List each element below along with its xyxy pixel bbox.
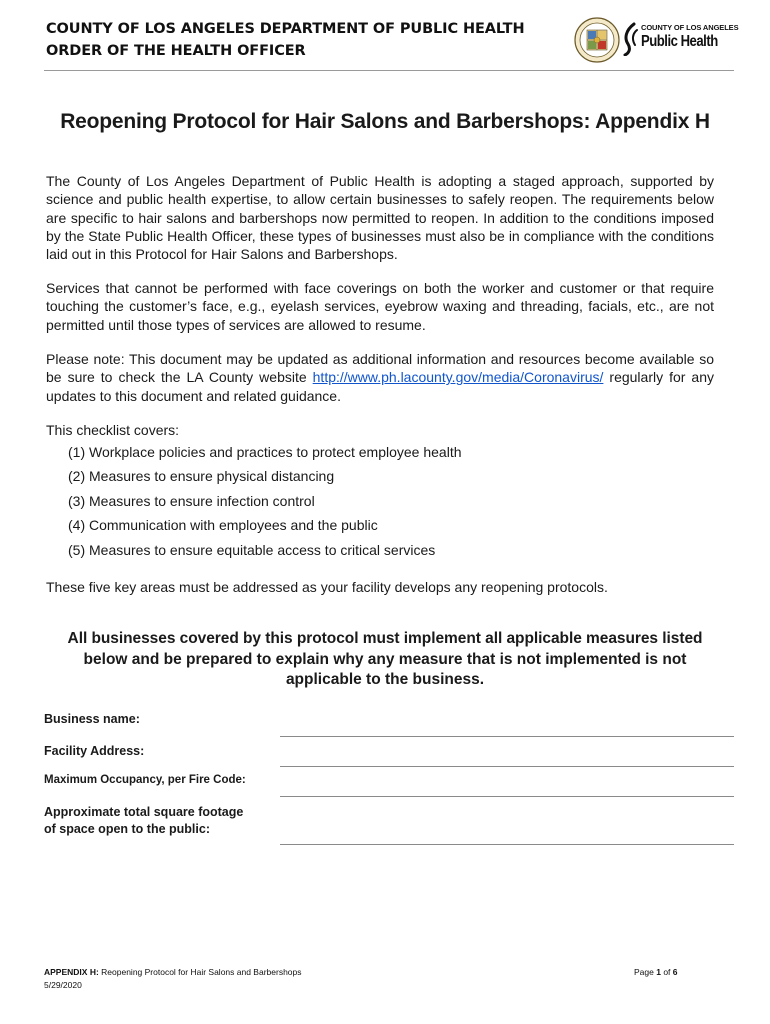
compliance-line-2: below and be prepared to explain why any measure that is not implemented is not bbox=[83, 650, 687, 668]
compliance-statement bbox=[30, 629, 740, 691]
square-footage-field[interactable] bbox=[280, 844, 734, 845]
key-areas-paragraph: These five key areas must be addressed as your facility develops any reopening protocols. bbox=[46, 579, 608, 595]
header-line-1: COUNTY OF LOS ANGELES DEPARTMENT OF PUBLIC HEALTH bbox=[46, 21, 525, 37]
intro-paragraph-1: The County of Los Angeles Department of Public Health is adopting a staged approach, supported by science and public health expertise, to allow certain businesses to safely reopen. The requirements below are specific to hair salons and barbershops now permitted to reopen. In addition to the conditions imposed by the State Public Health Officer, these types of businesses must also be in compliance with the conditions laid out in this Protocol for Hair Salons and Barbershops. bbox=[46, 173, 714, 263]
logo-public-health-text: Public Health bbox=[641, 33, 718, 50]
header-line-2: ORDER OF THE HEALTH OFFICER bbox=[46, 43, 306, 59]
business-name-field[interactable] bbox=[280, 736, 734, 737]
checklist-item: (4) Communication with employees and the public bbox=[68, 517, 378, 534]
public-health-logo bbox=[622, 20, 739, 60]
county-seal-icon bbox=[574, 17, 620, 63]
checklist-item: (5) Measures to ensure equitable access to critical services bbox=[68, 541, 436, 558]
note-text-end: regularly for any updates to this document and related guidance. bbox=[46, 369, 714, 404]
footer-appendix-text: Reopening Protocol for Hair Salons and Barbershops bbox=[98, 967, 302, 977]
page-total: 6 bbox=[672, 967, 678, 977]
checklist bbox=[68, 440, 462, 562]
of-word: of bbox=[660, 967, 673, 977]
compliance-line-3: applicable to the business. bbox=[285, 671, 485, 688]
checklist-item: (2) Measures to ensure physical distancing bbox=[68, 468, 335, 485]
footer-date: 5/29/2020 bbox=[44, 980, 82, 990]
facility-address-field[interactable] bbox=[280, 766, 734, 767]
intro-paragraph-3 bbox=[46, 350, 714, 405]
note-text: Please note: This document may be updated as additional information and resources become available so be sure to check the LA County website bbox=[46, 351, 714, 386]
max-occupancy-label: Maximum Occupancy, per Fire Code: bbox=[44, 774, 246, 786]
intro-paragraph-2: Services that cannot be performed with face coverings on both the worker and customer or that require touching the customer’s face, e.g., eyelash services, eyebrow waxing and threading, facials, etc., are not permitted until those types of services are allowed to resume. bbox=[46, 280, 714, 333]
page-title: Reopening Protocol for Hair Salons and Barbershops: Appendix H bbox=[60, 110, 710, 133]
checklist-item: (1) Workplace policies and practices to protect employee health bbox=[68, 444, 462, 460]
square-footage-label bbox=[44, 804, 243, 838]
footer-left bbox=[44, 966, 302, 992]
facility-address-label: Facility Address: bbox=[44, 744, 145, 758]
public-health-swoosh-icon bbox=[622, 22, 640, 56]
square-footage-label-line-2: of space open to the public: bbox=[44, 822, 210, 836]
document-header bbox=[44, 20, 739, 71]
checklist-item: (3) Measures to ensure infection control bbox=[68, 492, 315, 509]
compliance-line-1: All businesses covered by this protocol must implement all applicable measures listed bbox=[67, 630, 703, 647]
logo-county-text: COUNTY OF LOS ANGELES bbox=[641, 23, 739, 32]
max-occupancy-field[interactable] bbox=[280, 796, 734, 797]
checklist-intro: This checklist covers: bbox=[46, 422, 180, 438]
page-word: Page bbox=[634, 967, 657, 977]
page-number bbox=[634, 966, 678, 979]
page-current: 1 bbox=[656, 967, 661, 977]
business-name-label: Business name: bbox=[44, 712, 140, 726]
la-county-website-link[interactable]: http://www.ph.lacounty.gov/media/Coronavirus/ bbox=[312, 369, 604, 386]
square-footage-label-line-1: Approximate total square footage bbox=[44, 805, 244, 819]
footer-appendix-label: APPENDIX H: bbox=[44, 967, 99, 977]
